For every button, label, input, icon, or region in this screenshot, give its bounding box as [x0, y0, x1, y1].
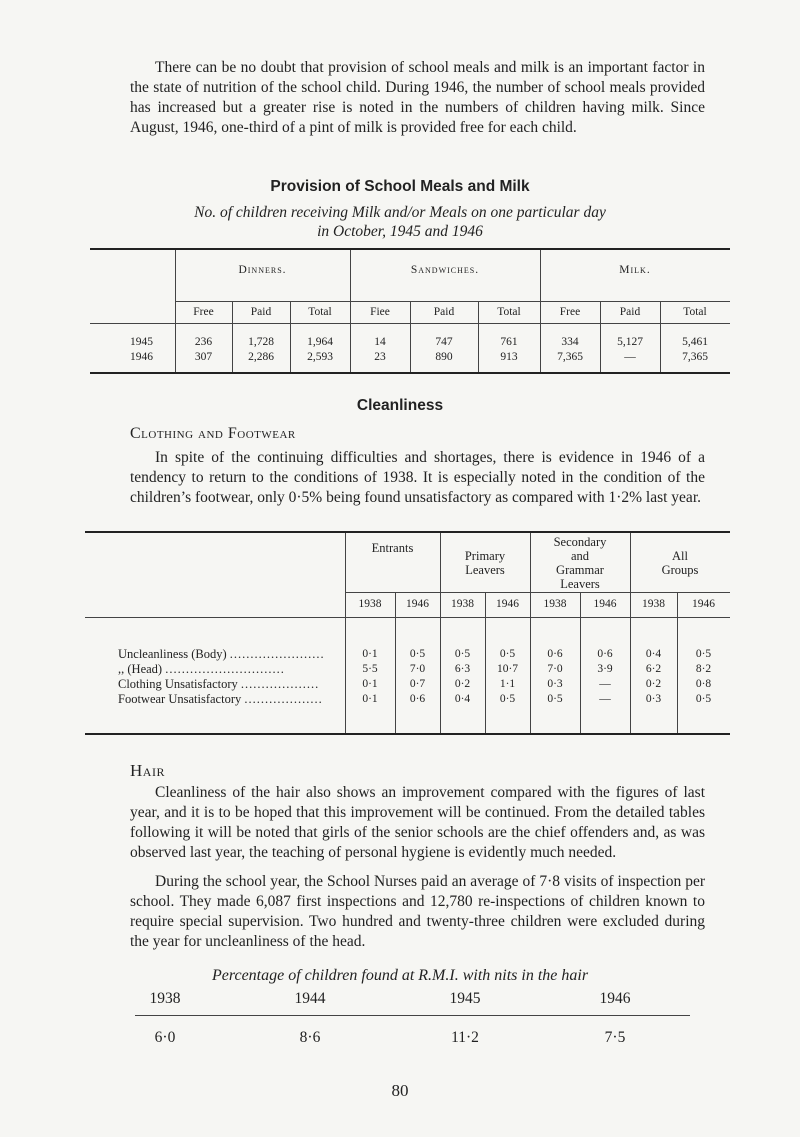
clean-cell: 6·2	[645, 663, 662, 675]
clean-cell: —	[599, 678, 611, 690]
clean-cell: 5·5	[362, 663, 378, 675]
meals-group-sandwiches: Sandwiches.	[410, 264, 480, 276]
meals-heading: Provision of School Meals and Milk	[270, 178, 530, 195]
meals-cell: 5,127	[617, 336, 643, 348]
clean-year-header: 1938	[358, 598, 382, 610]
clean-cell: —	[599, 693, 611, 705]
clean-group-entrants: Entrants	[371, 541, 414, 555]
clean-cell: 0·6	[597, 648, 613, 660]
nits-year: 1938	[149, 990, 181, 1007]
clean-row-label: Footwear Unsatisfactory ...................	[118, 693, 323, 706]
cleanliness-heading: Cleanliness	[356, 397, 444, 414]
clean-group-line: Primary	[464, 549, 506, 563]
meals-cell: 747	[435, 336, 453, 348]
meals-subheader: Total	[683, 306, 707, 318]
meals-cell: 23	[374, 351, 386, 363]
meals-subheader: Free	[193, 306, 214, 318]
clean-cell: 0·2	[645, 678, 662, 690]
clean-cell: 0·6	[409, 693, 426, 705]
clean-cell: 7·0	[547, 663, 563, 675]
meals-cell: 7,365	[682, 351, 708, 363]
hair-heading: Hair	[130, 761, 165, 780]
clean-cell: 0·5	[695, 648, 712, 660]
clean-row-label: Clothing Unsatisfactory ...................	[118, 678, 320, 691]
nits-year: 1946	[599, 990, 631, 1007]
meals-row-year: 1946	[130, 351, 153, 363]
clean-cell: 6·3	[454, 663, 471, 675]
clean-cell: 0·4	[645, 648, 662, 660]
clean-year-header: 1946	[692, 598, 715, 610]
clean-year-header: 1946	[593, 598, 617, 610]
page-number: 80	[391, 1081, 409, 1100]
clean-group-line: All	[672, 549, 688, 563]
clean-cell: 3·9	[597, 663, 613, 675]
meals-subheader: Free	[559, 306, 581, 318]
nits-value: 6·0	[154, 1029, 176, 1046]
meals-subheader: Paid	[250, 306, 272, 318]
clean-cell: 0·1	[362, 648, 378, 660]
clean-cell: 0·4	[454, 693, 471, 705]
meals-subtitle-line1: No. of children receiving Milk and/or Meals on one particular day	[194, 204, 606, 221]
meals-group-milk: Milk.	[619, 264, 651, 276]
clean-cell: 0·5	[409, 648, 426, 660]
clean-group-primary	[440, 549, 530, 577]
meals-cell: —	[624, 351, 636, 363]
clean-cell: 1·1	[499, 678, 516, 690]
clean-cell: 0·5	[499, 693, 516, 705]
nits-value: 11·2	[451, 1029, 479, 1046]
clean-group-secondary	[530, 535, 630, 591]
clean-year-header: 1946	[496, 598, 519, 610]
nits-title: Percentage of children found at R.M.I. with nits in the hair	[211, 967, 589, 984]
clean-year-header: 1938	[451, 598, 474, 610]
meals-cell: 334	[561, 336, 579, 348]
clean-group-all	[630, 549, 730, 577]
clean-cell: 0·5	[695, 693, 712, 705]
clean-group-line: Grammar	[556, 563, 604, 577]
meals-group-dinners: Dinners.	[238, 264, 287, 276]
clean-cell: 0·5	[547, 693, 563, 705]
clean-cell: 0·8	[695, 678, 712, 690]
clean-cell: 0·5	[499, 648, 516, 660]
clean-group-line: and	[570, 549, 590, 563]
clean-cell: 0·2	[454, 678, 471, 690]
clean-cell: 0·1	[362, 693, 378, 705]
meals-subheader: Paid	[619, 306, 641, 318]
nits-year: 1945	[449, 990, 481, 1007]
clean-cell: 0·7	[409, 678, 426, 690]
meals-cell: 1,964	[307, 336, 333, 348]
meals-cell: 2,593	[307, 351, 333, 363]
nits-year: 1944	[294, 990, 326, 1007]
clean-cell: 10·7	[496, 663, 519, 675]
meals-cell: 761	[500, 336, 518, 348]
hair-paragraph-1: Cleanliness of the hair also shows an improvement compared with the figures of last year, and it is to be hoped that this improvement will be continued. From the detailed tables following it will be noted that girls of the senior schools are the chief offenders and, as was observed last year, the teaching of personal hygiene is evidently much needed.	[130, 784, 705, 861]
clean-row-label: ,, (Head) .............................	[118, 663, 285, 676]
clean-group-line: Leavers	[560, 577, 600, 591]
clean-year-header: 1938	[543, 598, 567, 610]
meals-cell: 2,286	[248, 351, 274, 363]
clean-year-header: 1946	[406, 598, 429, 610]
clean-cell: 0·3	[645, 693, 662, 705]
meals-cell: 7,365	[557, 351, 583, 363]
clean-group-line: Leavers	[465, 563, 505, 577]
clean-cell: 0·1	[362, 678, 378, 690]
meals-cell: 890	[435, 351, 453, 363]
clean-cell: 0·6	[547, 648, 563, 660]
nits-value: 8·6	[299, 1029, 321, 1046]
clean-cell: 8·2	[695, 663, 712, 675]
meals-cell: 307	[194, 351, 213, 363]
meals-cell: 1,728	[248, 336, 274, 348]
clean-group-line: Groups	[661, 563, 699, 577]
meals-cell: 913	[500, 351, 518, 363]
meals-cell: 14	[374, 336, 386, 348]
clothing-heading: Clothing and Footwear	[130, 425, 296, 442]
clean-cell: 0·3	[547, 678, 563, 690]
meals-subheader: Total	[497, 306, 521, 318]
intro-paragraph: There can be no doubt that provision of school meals and milk is an important factor in the state of nutrition of the school child. During 1946, the number of school meals provided has increased but a greater rise is noted in the numbers of children having milk. Since August, 1946, one-third of a pint of milk is provided free for each child.	[130, 59, 705, 136]
nits-value: 7·5	[604, 1029, 626, 1046]
meals-cell: 236	[194, 336, 213, 348]
meals-row-year: 1945	[130, 336, 153, 348]
meals-subtitle-line2: in October, 1945 and 1946	[317, 223, 483, 240]
clean-row-label: Uncleanliness (Body) .......................	[118, 648, 325, 661]
hair-paragraph-2: During the school year, the School Nurses paid an average of 7·8 visits of inspection per school. They made 6,087 first inspections and 12,780 re-inspections of children known to require special supervision. Two hundred and twenty-three children were excluded during the year for uncleanliness of the head.	[130, 873, 705, 950]
meals-subheader: Total	[308, 306, 332, 318]
clean-cell: 7·0	[409, 663, 426, 675]
clean-year-header: 1938	[642, 598, 665, 610]
clean-cell: 0·5	[454, 648, 471, 660]
clothing-paragraph: In spite of the continuing difficulties and shortages, there is evidence in 1946 of a tendency to return to the conditions of 1938. It is especially noted in the condition of the children’s footwear, only 0·5% being found unsatisfactory as compared with 1·2% last year.	[130, 449, 705, 506]
meals-cell: 5,461	[682, 336, 708, 348]
clean-group-line: Secondary	[553, 535, 607, 549]
meals-subheader: Paid	[433, 306, 455, 318]
meals-subheader: Fiee	[370, 306, 390, 318]
